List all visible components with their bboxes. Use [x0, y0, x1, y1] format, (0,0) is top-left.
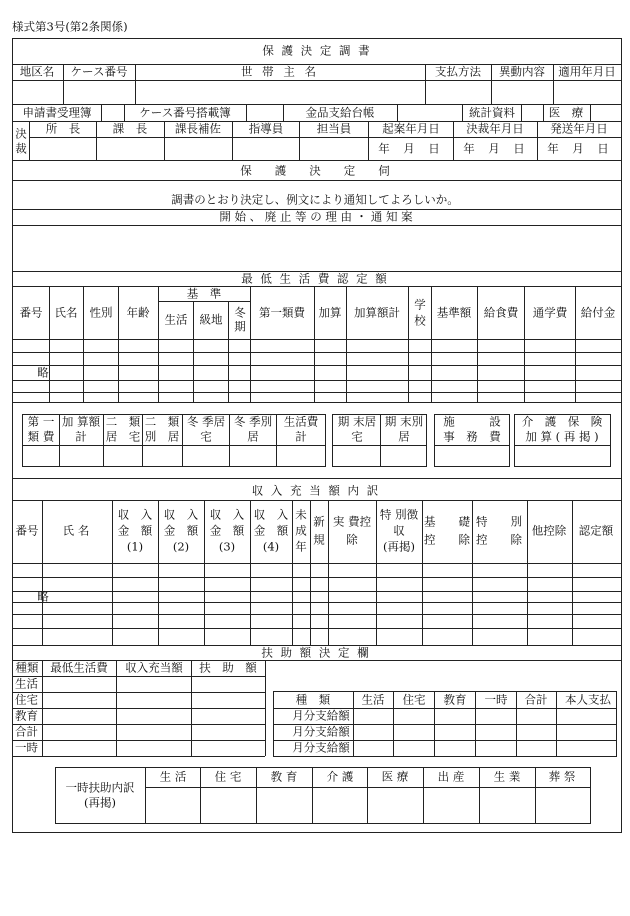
- director-label: 所 長: [45, 121, 81, 136]
- sub-winter-home-bottom: 宅: [200, 429, 212, 444]
- col-addition: 加算: [318, 305, 342, 320]
- approval-label-top: 決: [15, 126, 27, 141]
- col-addition-total: 加算額計: [354, 305, 400, 320]
- decision-statement: 調書のとおり決定し、例文により通知してよろしいか。: [171, 192, 459, 207]
- col-standard: 基 準: [186, 286, 222, 301]
- temporary-label: 一時扶助内訳: [65, 780, 135, 795]
- new-1: 新: [313, 514, 325, 529]
- send-year: 年: [547, 141, 559, 156]
- temp-col-housing: 住 宅: [214, 769, 242, 784]
- sub-facility-bottom: 事 務 費: [443, 429, 501, 444]
- temp-col-living: 生 活: [159, 769, 187, 784]
- send-day: 日: [597, 141, 609, 156]
- temp-col-care: 介 護: [326, 769, 354, 784]
- actual-deduction-bottom: 除: [346, 532, 358, 547]
- income1-mid: 金 額: [117, 523, 153, 538]
- temporary-label-reprint: (再掲): [84, 795, 116, 810]
- monthly-col-kind: 種 類: [295, 692, 331, 707]
- decision-date-label: 決裁年月日: [466, 121, 524, 136]
- assist-row-total: 合計: [15, 724, 38, 739]
- sub-facility-top: 施 設: [443, 414, 501, 429]
- income-omitted: 略: [37, 589, 49, 604]
- assistance-heading: 扶 助 額 決 定 欄: [261, 645, 371, 660]
- min-living-heading: 最 低 生 活 費 認 定 額: [241, 271, 389, 286]
- case-register-label: ケース番号搭載簿: [139, 105, 231, 120]
- col-winter-top: 冬: [234, 305, 246, 320]
- sub-add-bottom: 計: [75, 429, 87, 444]
- assist-col-income: 収入充当額: [125, 660, 183, 675]
- supervisor-label: 指導員: [248, 121, 284, 136]
- col-number: 番号: [19, 305, 43, 320]
- form-number-label: 様式第3号(第2条関係): [12, 19, 128, 34]
- basic-deduction-top: 基 礎: [424, 514, 470, 529]
- application-register-label: 申請書受理簿: [22, 105, 92, 120]
- income4-num: (4): [262, 539, 280, 554]
- sub-winter-away-top: 冬 季別: [233, 414, 273, 429]
- new-2: 規: [313, 532, 325, 547]
- col-type1: 第一類費: [259, 305, 305, 320]
- sub-type1-bottom: 類 費: [27, 429, 55, 444]
- monthly-row-2: 月分支給額: [292, 724, 350, 739]
- temp-col-education: 教 育: [270, 769, 298, 784]
- income-col-number: 番号: [15, 523, 39, 538]
- other-deduction: 他控除: [531, 523, 567, 538]
- minor-1: 未: [295, 507, 307, 522]
- monthly-col-education: 教育: [443, 692, 467, 707]
- basic-deduction-bottom: 控 除: [424, 532, 470, 547]
- sub-care-bottom: 加 算 ( 再 掲 ): [525, 429, 599, 444]
- col-name: 氏名: [54, 305, 78, 320]
- draft-date-label: 起案年月日: [382, 121, 440, 136]
- sub-term-away-top: 期 末別: [384, 414, 424, 429]
- income3-mid: 金 額: [209, 523, 245, 538]
- sub-type1-top: 第 一: [27, 414, 55, 429]
- col-grade: 級地: [199, 312, 223, 327]
- assist-col-aid: 扶 助 額: [199, 660, 257, 675]
- col-base-amount: 基準額: [436, 305, 472, 320]
- col-benefit: 給付金: [580, 305, 616, 320]
- assist-col-min: 最低生活費: [50, 660, 108, 675]
- monthly-col-total: 合計: [524, 692, 548, 707]
- area-name-label: 地区名: [19, 64, 55, 79]
- payment-ledger-label: 金品支給台帳: [305, 105, 375, 120]
- monthly-row-3: 月分支給額: [292, 740, 350, 755]
- statistics-label: 統計資料: [469, 105, 515, 120]
- special-deduction-bottom: 控 除: [476, 532, 522, 547]
- householder-label: 世 帯 主 名: [241, 64, 319, 79]
- col-commute: 通学費: [532, 305, 568, 320]
- sub-type2-away-bottom: 別 居: [144, 429, 180, 444]
- col-meal: 給食費: [483, 305, 519, 320]
- draft-year: 年: [378, 141, 390, 156]
- income4-mid: 金 額: [253, 523, 289, 538]
- sub-winter-away-bottom: 居: [247, 429, 259, 444]
- special-collection-bottom: (再掲): [383, 539, 415, 554]
- minor-2: 成: [295, 523, 307, 538]
- approval-label-bottom: 裁: [15, 141, 27, 156]
- special-deduction-top: 特 別: [476, 514, 522, 529]
- send-date-label: 発送年月日: [550, 121, 608, 136]
- send-month: 月: [572, 141, 584, 156]
- reason-heading: 開 始 、 廃 止 等 の 理 由 ・ 通 知 案: [219, 209, 413, 224]
- actual-deduction-top: 実 費控: [332, 514, 372, 529]
- special-collection-top: 特 別徴: [379, 507, 419, 522]
- sub-type2-home-top: 二 類: [105, 414, 141, 429]
- income3-top: 収 入: [209, 507, 245, 522]
- sub-living-total-bottom: 計: [295, 429, 307, 444]
- monthly-row-1: 月分支給額: [292, 708, 350, 723]
- sub-care-top: 介 護 保 険: [521, 414, 603, 429]
- caseworker-label: 担当員: [316, 121, 352, 136]
- income-heading: 収 入 充 当 額 内 訳: [251, 483, 381, 498]
- income2-mid: 金 額: [163, 523, 199, 538]
- sub-add-top: 加 算額: [61, 414, 101, 429]
- temp-col-funeral: 葬 祭: [548, 769, 576, 784]
- sub-term-home-top: 期 末居: [337, 414, 377, 429]
- col-school-top: 学: [414, 297, 426, 312]
- form-title: 保 護 決 定 調 書: [262, 43, 372, 58]
- decision-year: 年: [463, 141, 475, 156]
- draft-month: 月: [403, 141, 415, 156]
- decision-month: 月: [488, 141, 500, 156]
- col-age: 年齢: [126, 305, 150, 320]
- sub-winter-home-top: 冬 季居: [186, 414, 226, 429]
- assist-col-kind: 種類: [15, 660, 39, 675]
- temp-col-medical: 医 療: [381, 769, 409, 784]
- medical-label: 医 療: [548, 105, 584, 120]
- col-school-bottom: 校: [414, 313, 426, 328]
- apply-date-label: 適用年月日: [558, 64, 616, 79]
- assistant-chief-label: 課長補佐: [175, 121, 221, 136]
- decision-heading: 保 護 決 定 伺: [240, 163, 390, 178]
- col-sex: 性別: [89, 305, 113, 320]
- change-content-label: 異動内容: [499, 64, 545, 79]
- temp-col-childbirth: 出 産: [437, 769, 465, 784]
- income3-num: (3): [218, 539, 236, 554]
- monthly-col-housing: 住宅: [402, 692, 426, 707]
- payment-method-label: 支払方法: [435, 64, 481, 79]
- monthly-col-self-pay: 本人支払: [565, 692, 611, 707]
- income2-num: (2): [172, 539, 190, 554]
- approved-amount: 認定額: [578, 523, 614, 538]
- sub-term-away-bottom: 居: [398, 429, 410, 444]
- assist-row-temporary: 一時: [15, 740, 38, 755]
- income1-num: (1): [126, 539, 144, 554]
- monthly-col-living: 生活: [361, 692, 385, 707]
- sub-living-total-top: 生活費: [283, 414, 319, 429]
- assist-row-housing: 住宅: [15, 692, 38, 707]
- sub-type2-home-bottom: 居 宅: [105, 429, 141, 444]
- income4-top: 収 入: [253, 507, 289, 522]
- special-collection-mid: 収: [393, 523, 405, 538]
- case-number-label: ケース番号: [70, 64, 128, 79]
- assist-row-education: 教育: [15, 708, 38, 723]
- income-col-name: 氏 名: [62, 523, 90, 538]
- income1-top: 収 入: [117, 507, 153, 522]
- col-living: 生活: [164, 312, 188, 327]
- monthly-col-temporary: 一時: [484, 692, 508, 707]
- min-living-omitted: 略: [37, 365, 49, 380]
- section-chief-label: 課 長: [112, 121, 148, 136]
- temp-col-occupation: 生 業: [493, 769, 521, 784]
- sub-term-home-bottom: 宅: [351, 429, 363, 444]
- income2-top: 収 入: [163, 507, 199, 522]
- draft-day: 日: [428, 141, 440, 156]
- col-winter-bottom: 期: [234, 319, 246, 334]
- sub-type2-away-top: 二 類: [144, 414, 180, 429]
- assist-row-living: 生活: [15, 676, 38, 691]
- minor-3: 年: [295, 539, 307, 554]
- decision-day: 日: [513, 141, 525, 156]
